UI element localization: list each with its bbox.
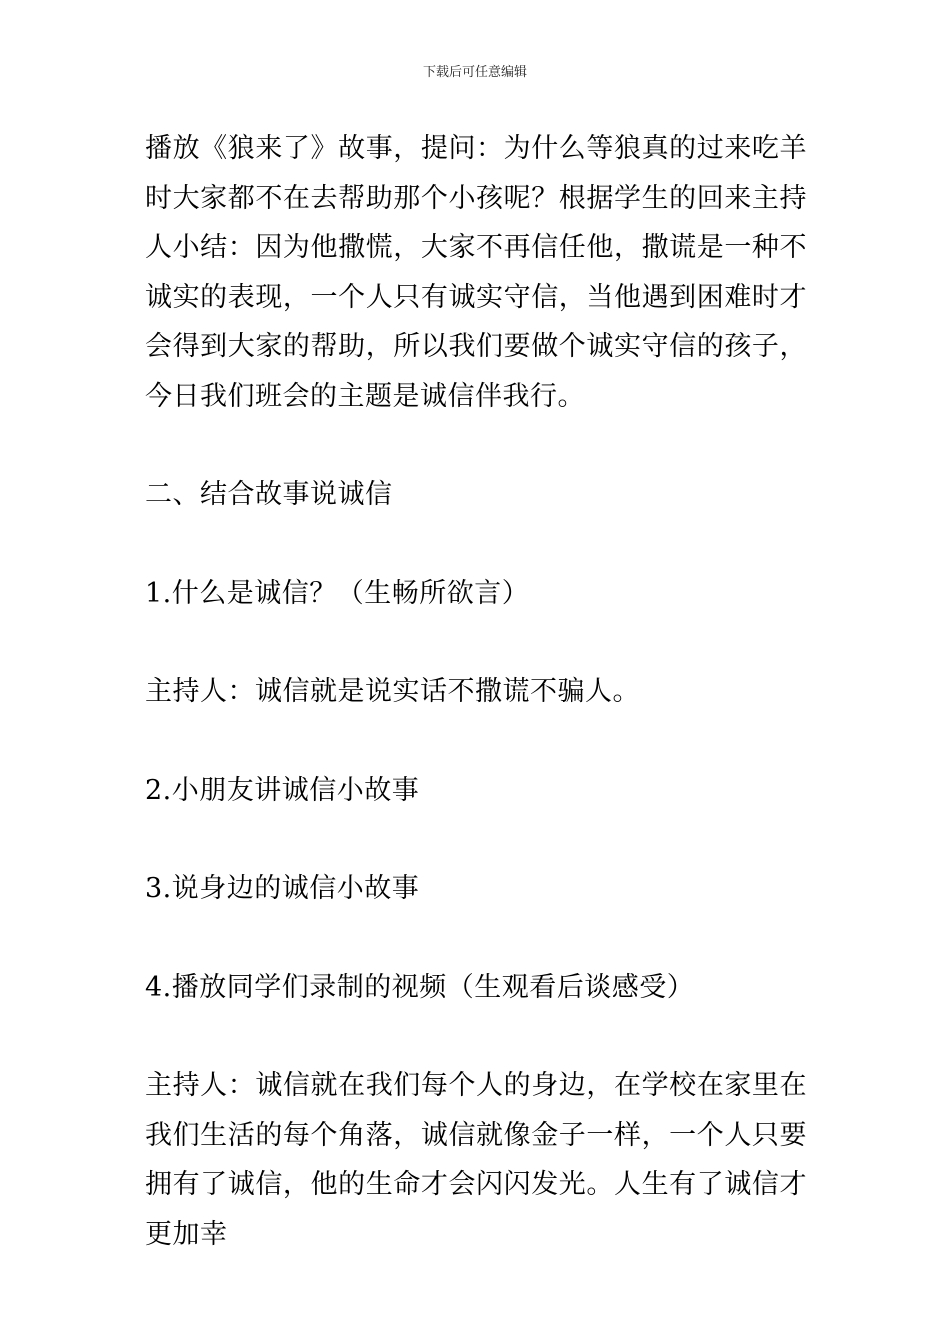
document-body [145, 124, 807, 1259]
list-item-4: 4.播放同学们录制的视频（生观看后谈感受） [145, 971, 695, 1003]
list-item-2: 2.小朋友讲诚信小故事 [145, 774, 420, 806]
host-statement-1: 主持人：诚信就是说实话不撒谎不骗人。 [145, 676, 640, 707]
section-heading: 二、结合故事说诚信 [145, 479, 393, 510]
list-item-3: 3.说身边的诚信小故事 [145, 873, 420, 904]
page-header: 下载后可任意编辑 [422, 65, 527, 80]
host-statement-2: 主持人：诚信就在我们每个人的身边，在学校在家里在我们生活的每个角落，诚信就像金子一样，一个人只要拥有了诚信，他的生命才会闪闪发光。人生有了诚信才更加幸 [145, 1070, 807, 1250]
list-item-1: 1.什么是诚信？（生畅所欲言） [145, 577, 530, 609]
paragraph-intro: 播放《狼来了》故事，提问：为什么等狼真的过来吃羊时大家都不在去帮助那个小孩呢？根据学生的回来主持人小结：因为他撒慌，大家不再信任他，撒谎是一种不诚实的表现，一个人只有诚实守信，当他遇到困难时才会得到大家的帮助，所以我们要做个诚实守信的孩子，今日我们班会的主题是诚信伴我行。 [145, 133, 807, 412]
